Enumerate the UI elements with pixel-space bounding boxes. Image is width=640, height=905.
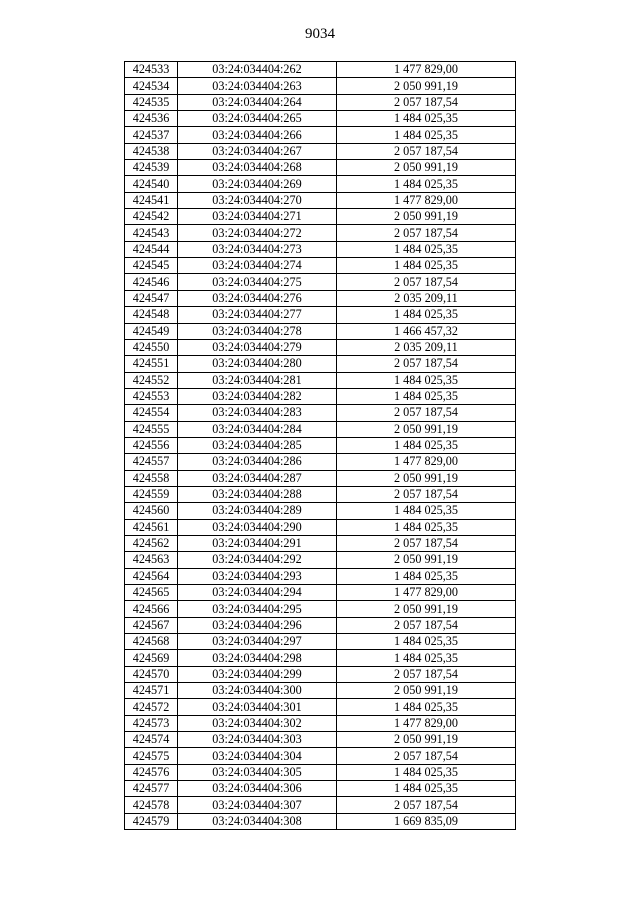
table-row	[125, 372, 516, 388]
cadastral-number-cell: 03:24:034404:287	[178, 470, 337, 486]
value-cell: 1 484 025,35	[337, 127, 516, 143]
row-number-cell: 424538	[125, 143, 178, 159]
cadastral-number-cell: 03:24:034404:279	[178, 339, 337, 355]
cadastral-number-cell: 03:24:034404:307	[178, 797, 337, 813]
value-cell: 2 050 991,19	[337, 160, 516, 176]
table-row	[125, 585, 516, 601]
cadastral-number-cell: 03:24:034404:286	[178, 454, 337, 470]
row-number-cell: 424552	[125, 372, 178, 388]
row-number-cell: 424558	[125, 470, 178, 486]
table-row	[125, 62, 516, 78]
table-row	[125, 781, 516, 797]
value-cell: 2 050 991,19	[337, 209, 516, 225]
row-number-cell: 424563	[125, 552, 178, 568]
value-cell: 2 057 187,54	[337, 617, 516, 633]
cadastral-number-cell: 03:24:034404:300	[178, 683, 337, 699]
row-number-cell: 424555	[125, 421, 178, 437]
row-number-cell: 424556	[125, 437, 178, 453]
row-number-cell: 424554	[125, 405, 178, 421]
row-number-cell: 424576	[125, 764, 178, 780]
row-number-cell: 424574	[125, 732, 178, 748]
cadastral-number-cell: 03:24:034404:285	[178, 437, 337, 453]
table-row	[125, 356, 516, 372]
row-number-cell: 424540	[125, 176, 178, 192]
cadastral-number-cell: 03:24:034404:297	[178, 634, 337, 650]
value-cell: 1 484 025,35	[337, 634, 516, 650]
table-row	[125, 503, 516, 519]
cadastral-number-cell: 03:24:034404:302	[178, 715, 337, 731]
table-row	[125, 454, 516, 470]
value-cell: 1 477 829,00	[337, 62, 516, 78]
value-cell: 2 050 991,19	[337, 552, 516, 568]
value-cell: 1 669 835,09	[337, 813, 516, 829]
cadastral-number-cell: 03:24:034404:293	[178, 568, 337, 584]
value-cell: 1 484 025,35	[337, 650, 516, 666]
cadastral-number-cell: 03:24:034404:274	[178, 258, 337, 274]
value-cell: 2 035 209,11	[337, 339, 516, 355]
cadastral-number-cell: 03:24:034404:268	[178, 160, 337, 176]
row-number-cell: 424551	[125, 356, 178, 372]
row-number-cell: 424570	[125, 666, 178, 682]
value-cell: 1 484 025,35	[337, 437, 516, 453]
table-row	[125, 634, 516, 650]
value-cell: 2 057 187,54	[337, 405, 516, 421]
table-row	[125, 683, 516, 699]
table-row	[125, 209, 516, 225]
value-cell: 2 057 187,54	[337, 535, 516, 551]
table-row	[125, 111, 516, 127]
row-number-cell: 424553	[125, 388, 178, 404]
table-row	[125, 388, 516, 404]
cadastral-number-cell: 03:24:034404:264	[178, 94, 337, 110]
cadastral-number-cell: 03:24:034404:275	[178, 274, 337, 290]
value-cell: 1 477 829,00	[337, 454, 516, 470]
value-cell: 2 057 187,54	[337, 274, 516, 290]
cadastral-number-cell: 03:24:034404:296	[178, 617, 337, 633]
row-number-cell: 424564	[125, 568, 178, 584]
row-number-cell: 424573	[125, 715, 178, 731]
value-cell: 2 050 991,19	[337, 732, 516, 748]
table-row	[125, 813, 516, 829]
table-row	[125, 160, 516, 176]
row-number-cell: 424560	[125, 503, 178, 519]
cadastral-number-cell: 03:24:034404:280	[178, 356, 337, 372]
value-cell: 1 477 829,00	[337, 585, 516, 601]
table-row	[125, 176, 516, 192]
cadastral-number-cell: 03:24:034404:301	[178, 699, 337, 715]
table-row	[125, 307, 516, 323]
data-table	[124, 61, 516, 830]
row-number-cell: 424557	[125, 454, 178, 470]
table-row	[125, 241, 516, 257]
table-row	[125, 568, 516, 584]
cadastral-number-cell: 03:24:034404:267	[178, 143, 337, 159]
cadastral-number-cell: 03:24:034404:294	[178, 585, 337, 601]
value-cell: 2 057 187,54	[337, 486, 516, 502]
cadastral-number-cell: 03:24:034404:283	[178, 405, 337, 421]
value-cell: 1 477 829,00	[337, 715, 516, 731]
table-row	[125, 486, 516, 502]
table-body	[125, 62, 516, 830]
row-number-cell: 424535	[125, 94, 178, 110]
cadastral-number-cell: 03:24:034404:288	[178, 486, 337, 502]
table-row	[125, 290, 516, 306]
value-cell: 2 057 187,54	[337, 748, 516, 764]
table-row	[125, 666, 516, 682]
value-cell: 2 057 187,54	[337, 143, 516, 159]
table-row	[125, 143, 516, 159]
row-number-cell: 424550	[125, 339, 178, 355]
table-row	[125, 470, 516, 486]
cadastral-number-cell: 03:24:034404:282	[178, 388, 337, 404]
row-number-cell: 424577	[125, 781, 178, 797]
row-number-cell: 424575	[125, 748, 178, 764]
cadastral-number-cell: 03:24:034404:265	[178, 111, 337, 127]
cadastral-number-cell: 03:24:034404:277	[178, 307, 337, 323]
value-cell: 1 484 025,35	[337, 372, 516, 388]
row-number-cell: 424579	[125, 813, 178, 829]
value-cell: 1 484 025,35	[337, 503, 516, 519]
cadastral-number-cell: 03:24:034404:298	[178, 650, 337, 666]
cadastral-number-cell: 03:24:034404:273	[178, 241, 337, 257]
row-number-cell: 424542	[125, 209, 178, 225]
table-row	[125, 339, 516, 355]
cadastral-number-cell: 03:24:034404:281	[178, 372, 337, 388]
cadastral-number-cell: 03:24:034404:262	[178, 62, 337, 78]
cadastral-number-cell: 03:24:034404:295	[178, 601, 337, 617]
value-cell: 2 050 991,19	[337, 601, 516, 617]
row-number-cell: 424543	[125, 225, 178, 241]
row-number-cell: 424544	[125, 241, 178, 257]
table-row	[125, 601, 516, 617]
value-cell: 1 484 025,35	[337, 307, 516, 323]
table-row	[125, 437, 516, 453]
row-number-cell: 424565	[125, 585, 178, 601]
value-cell: 2 035 209,11	[337, 290, 516, 306]
row-number-cell: 424572	[125, 699, 178, 715]
row-number-cell: 424541	[125, 192, 178, 208]
table-row	[125, 225, 516, 241]
cadastral-number-cell: 03:24:034404:284	[178, 421, 337, 437]
row-number-cell: 424548	[125, 307, 178, 323]
value-cell: 2 057 187,54	[337, 797, 516, 813]
cadastral-number-cell: 03:24:034404:278	[178, 323, 337, 339]
row-number-cell: 424549	[125, 323, 178, 339]
cadastral-number-cell: 03:24:034404:292	[178, 552, 337, 568]
cadastral-number-cell: 03:24:034404:276	[178, 290, 337, 306]
value-cell: 2 050 991,19	[337, 78, 516, 94]
table-row	[125, 535, 516, 551]
table-row	[125, 748, 516, 764]
row-number-cell: 424578	[125, 797, 178, 813]
row-number-cell: 424568	[125, 634, 178, 650]
page-number: 9034	[305, 26, 335, 42]
table-row	[125, 192, 516, 208]
cadastral-number-cell: 03:24:034404:291	[178, 535, 337, 551]
row-number-cell: 424571	[125, 683, 178, 699]
table-row	[125, 405, 516, 421]
table-row	[125, 764, 516, 780]
cadastral-number-cell: 03:24:034404:271	[178, 209, 337, 225]
value-cell: 1 484 025,35	[337, 568, 516, 584]
table-row	[125, 258, 516, 274]
row-number-cell: 424547	[125, 290, 178, 306]
value-cell: 2 057 187,54	[337, 666, 516, 682]
cadastral-number-cell: 03:24:034404:263	[178, 78, 337, 94]
table-row	[125, 421, 516, 437]
value-cell: 1 484 025,35	[337, 258, 516, 274]
cadastral-number-cell: 03:24:034404:289	[178, 503, 337, 519]
table-row	[125, 617, 516, 633]
cadastral-number-cell: 03:24:034404:272	[178, 225, 337, 241]
value-cell: 1 484 025,35	[337, 764, 516, 780]
row-number-cell: 424566	[125, 601, 178, 617]
value-cell: 2 057 187,54	[337, 94, 516, 110]
cadastral-number-cell: 03:24:034404:303	[178, 732, 337, 748]
value-cell: 1 484 025,35	[337, 519, 516, 535]
value-cell: 2 050 991,19	[337, 683, 516, 699]
row-number-cell: 424561	[125, 519, 178, 535]
row-number-cell: 424533	[125, 62, 178, 78]
value-cell: 1 466 457,32	[337, 323, 516, 339]
row-number-cell: 424536	[125, 111, 178, 127]
cadastral-number-cell: 03:24:034404:305	[178, 764, 337, 780]
cadastral-number-cell: 03:24:034404:304	[178, 748, 337, 764]
row-number-cell: 424534	[125, 78, 178, 94]
value-cell: 2 050 991,19	[337, 421, 516, 437]
table-row	[125, 797, 516, 813]
table-row	[125, 78, 516, 94]
value-cell: 1 477 829,00	[337, 192, 516, 208]
table-row	[125, 323, 516, 339]
cadastral-number-cell: 03:24:034404:270	[178, 192, 337, 208]
row-number-cell: 424569	[125, 650, 178, 666]
value-cell: 2 057 187,54	[337, 356, 516, 372]
value-cell: 1 484 025,35	[337, 699, 516, 715]
table-row	[125, 127, 516, 143]
row-number-cell: 424537	[125, 127, 178, 143]
cadastral-number-cell: 03:24:034404:290	[178, 519, 337, 535]
table-row	[125, 732, 516, 748]
table-row	[125, 552, 516, 568]
value-cell: 1 484 025,35	[337, 388, 516, 404]
value-cell: 1 484 025,35	[337, 241, 516, 257]
row-number-cell: 424559	[125, 486, 178, 502]
table-row	[125, 650, 516, 666]
value-cell: 1 484 025,35	[337, 176, 516, 192]
table-row	[125, 274, 516, 290]
cadastral-number-cell: 03:24:034404:308	[178, 813, 337, 829]
row-number-cell: 424546	[125, 274, 178, 290]
cadastral-number-cell: 03:24:034404:306	[178, 781, 337, 797]
table-row	[125, 699, 516, 715]
row-number-cell: 424539	[125, 160, 178, 176]
table-row	[125, 94, 516, 110]
row-number-cell: 424562	[125, 535, 178, 551]
cadastral-number-cell: 03:24:034404:299	[178, 666, 337, 682]
value-cell: 1 484 025,35	[337, 111, 516, 127]
row-number-cell: 424567	[125, 617, 178, 633]
cadastral-number-cell: 03:24:034404:269	[178, 176, 337, 192]
value-cell: 2 057 187,54	[337, 225, 516, 241]
table-row	[125, 519, 516, 535]
cadastral-number-cell: 03:24:034404:266	[178, 127, 337, 143]
value-cell: 2 050 991,19	[337, 470, 516, 486]
value-cell: 1 484 025,35	[337, 781, 516, 797]
table-row	[125, 715, 516, 731]
row-number-cell: 424545	[125, 258, 178, 274]
